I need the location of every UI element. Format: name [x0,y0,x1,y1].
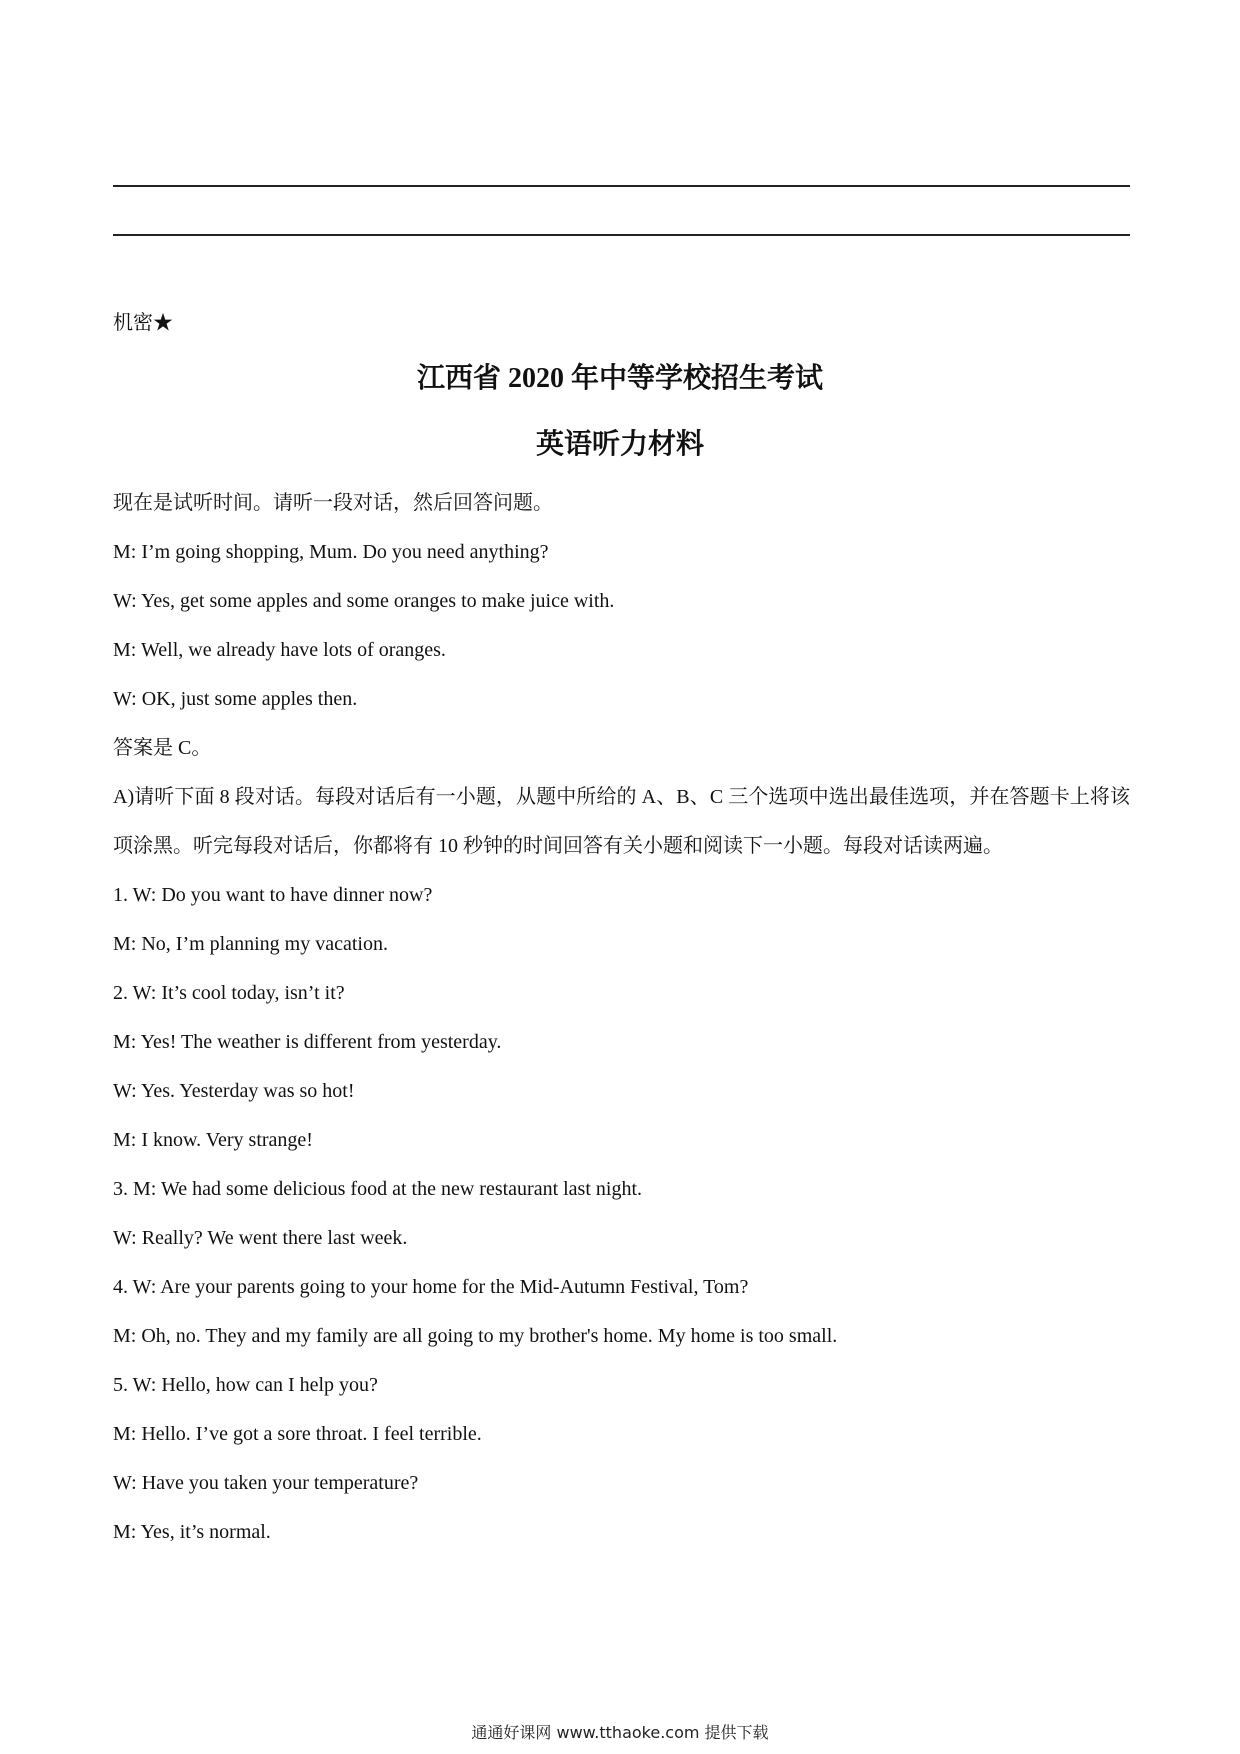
page-footer: 通通好课网 www.tthaoke.com 提供下载 [471,1723,769,1742]
header-rule-bottom [113,234,1130,236]
confidential-mark: 机密★ [113,312,173,334]
dialogue-line: W: OK, just some apples then. [113,688,358,710]
dialogue-line: W: Really? We went there last week. [113,1227,408,1249]
dialogue-line: M: I’m going shopping, Mum. Do you need anything? [113,541,549,563]
dialogue-line: M: No, I’m planning my vacation. [113,933,388,955]
exam-title: 江西省 2020 年中等学校招生考试 [416,363,823,394]
trial-instruction: 现在是试听时间。请听一段对话，然后回答问题。 [113,492,553,514]
dialogue-line: M: I know. Very strange! [113,1129,313,1151]
dialogue-line: 3. M: We had some delicious food at the new restaurant last night. [113,1178,643,1200]
dialogue-line: W: Have you taken your temperature? [113,1472,419,1494]
dialogue-line: M: Well, we already have lots of oranges. [113,639,446,661]
dialogue-line: 4. W: Are your parents going to your home for the Mid-Autumn Festival, Tom? [113,1276,749,1298]
dialogue-line: M: Yes! The weather is different from yesterday. [113,1031,502,1053]
header-rule-top [113,185,1130,187]
section-a-instruction: A)请听下面 8 段对话。每段对话后有一小题，从题中所给的 A、B、C 三个选项中选出最佳选项，并在答题卡上将该项涂黑。听完每段对话后，你都将有 10 秒钟的时间回答有关小题和阅读下一小题。每段对话读两遍。 [113,786,1130,857]
dialogue-line: M: Oh, no. They and my family are all going to my brother's home. My home is too small. [113,1325,838,1347]
dialogue-line: W: Yes, get some apples and some oranges to make juice with. [113,590,615,612]
transcript [113,479,1130,1557]
dialogue-line: W: Yes. Yesterday was so hot! [113,1080,355,1102]
dialogue-line: 2. W: It’s cool today, isn’t it? [113,982,345,1004]
exam-subtitle: 英语听力材料 [535,429,704,460]
dialogue-line: M: Yes, it’s normal. [113,1521,271,1543]
dialogue-line: 5. W: Hello, how can I help you? [113,1374,378,1396]
dialogue-line: 1. W: Do you want to have dinner now? [113,884,433,906]
dialogue-line: M: Hello. I’ve got a sore throat. I feel terrible. [113,1423,482,1445]
trial-answer: 答案是 C。 [113,737,212,759]
